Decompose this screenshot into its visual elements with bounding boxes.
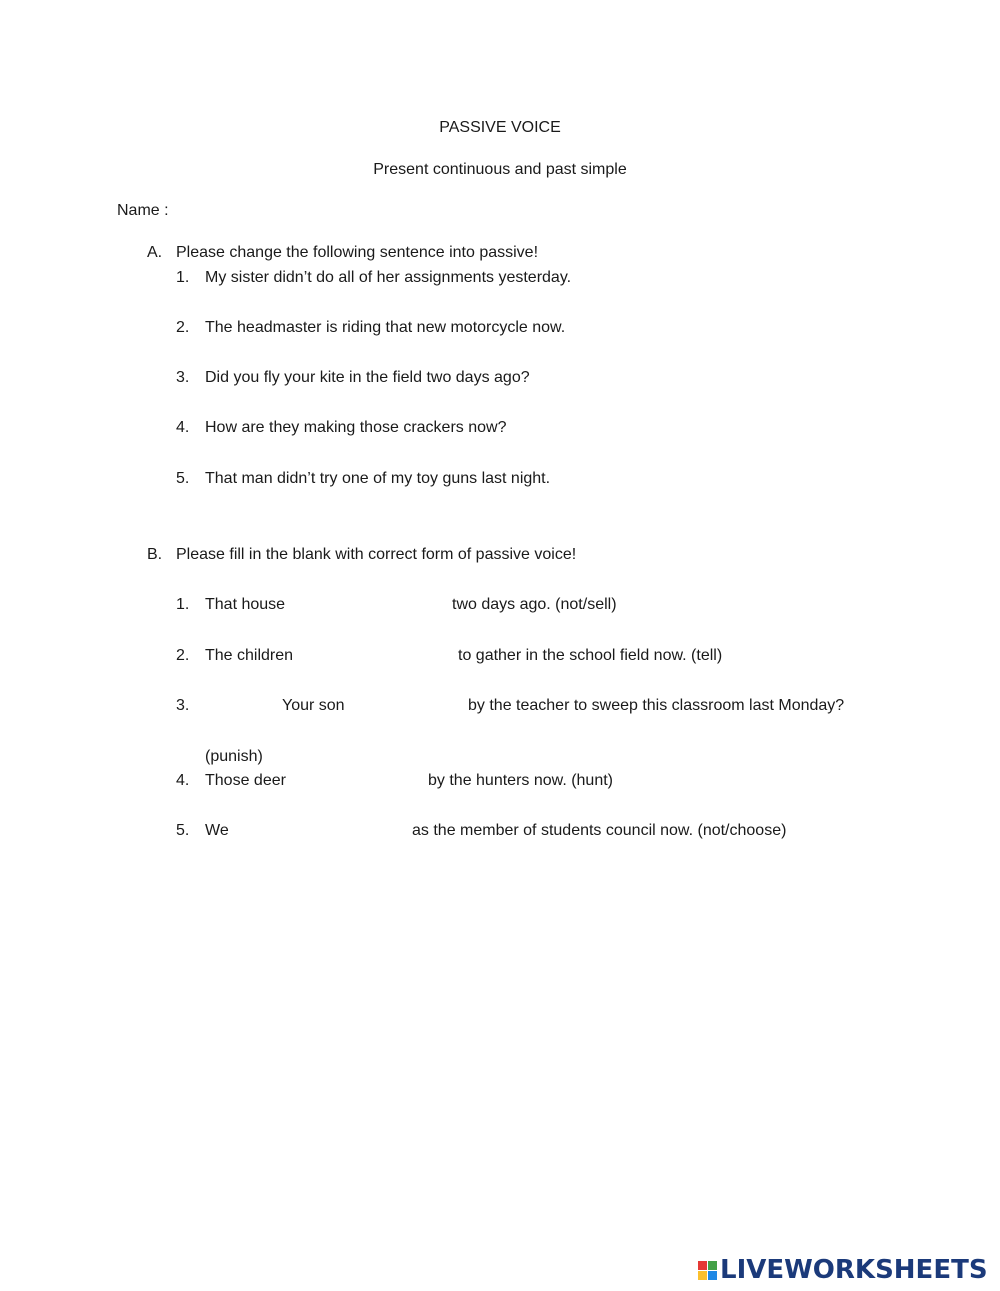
item-number: 2. — [176, 647, 190, 664]
worksheet-title: PASSIVE VOICE — [439, 119, 561, 136]
logo-blocks-icon — [698, 1261, 717, 1280]
name-label: Name : — [117, 202, 169, 219]
item-text-before: Your son — [282, 697, 345, 714]
logo-text: LIVEWORKSHEETS — [720, 1255, 988, 1285]
item-number: 5. — [176, 470, 190, 487]
item-text: Did you fly your kite in the field two days ago? — [205, 369, 530, 386]
section-a-marker: A. — [147, 244, 163, 261]
item-text-before: We — [205, 822, 229, 839]
section-b-instruction: Please fill in the blank with correct form of passive voice! — [176, 546, 577, 563]
item-text-continuation: (punish) — [205, 748, 263, 765]
item-number: 1. — [176, 596, 190, 613]
item-text: My sister didn’t do all of her assignments yesterday. — [205, 269, 572, 286]
item-text-after: by the hunters now. (hunt) — [428, 772, 613, 789]
logo-block — [708, 1261, 717, 1270]
item-text-before: Those deer — [205, 772, 286, 789]
logo-block — [708, 1271, 717, 1280]
item-text: How are they making those crackers now? — [205, 419, 507, 436]
section-b-marker: B. — [147, 546, 163, 563]
item-text-after: as the member of students council now. (not/choose) — [412, 822, 787, 839]
item-text-after: by the teacher to sweep this classroom last Monday? — [468, 697, 845, 714]
item-text: The headmaster is riding that new motorcycle now. — [205, 319, 566, 336]
item-number: 3. — [176, 697, 190, 714]
item-number: 4. — [176, 419, 190, 436]
worksheet-subtitle: Present continuous and past simple — [373, 161, 627, 178]
item-text-before: The children — [205, 647, 294, 664]
item-text-before: That house — [205, 596, 286, 613]
item-number: 4. — [176, 772, 190, 789]
logo-block — [698, 1271, 707, 1280]
item-text-after: to gather in the school field now. (tell) — [458, 647, 723, 664]
logo-block — [698, 1261, 707, 1270]
item-number: 1. — [176, 269, 190, 286]
item-text: That man didn’t try one of my toy guns last night. — [205, 470, 551, 487]
item-text-after: two days ago. (not/sell) — [452, 596, 617, 613]
item-number: 5. — [176, 822, 190, 839]
section-a-instruction: Please change the following sentence into passive! — [176, 244, 539, 261]
item-number: 2. — [176, 319, 190, 336]
item-number: 3. — [176, 369, 190, 386]
liveworksheets-logo — [698, 1256, 988, 1284]
